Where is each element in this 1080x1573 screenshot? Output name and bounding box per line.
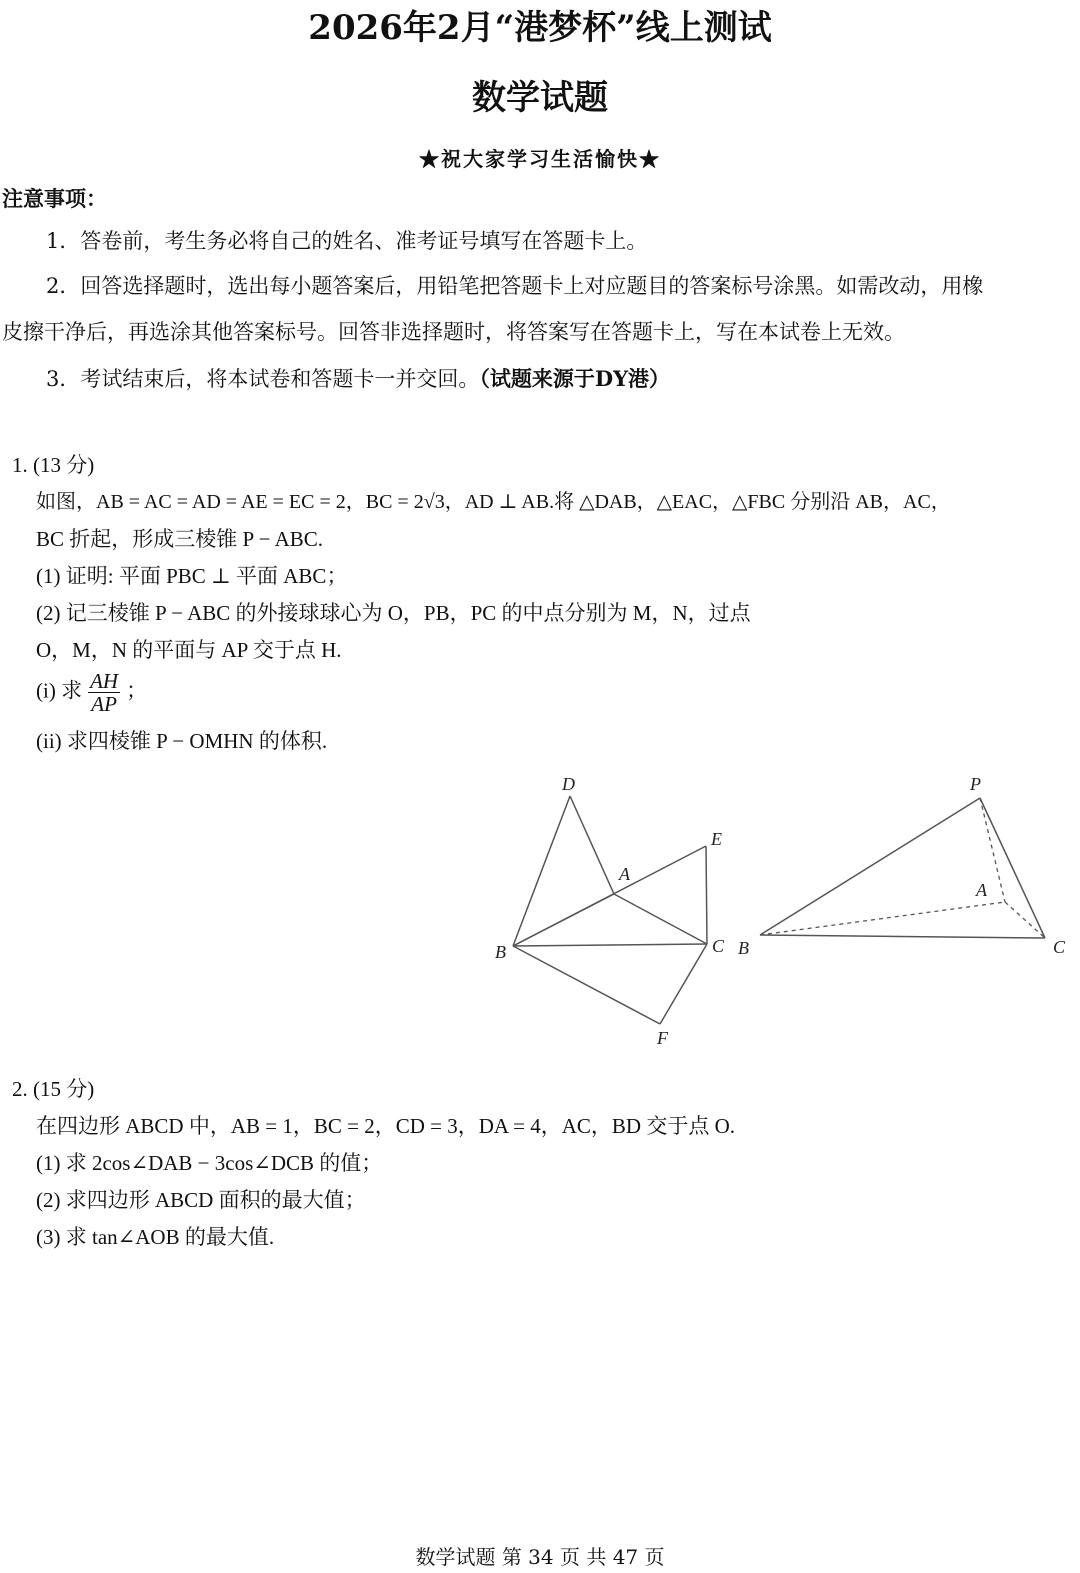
note-item-3 [46,364,670,394]
question-1-stem-line-2: BC 折起，形成三棱锥 P − ABC. [36,527,324,551]
label-e: E [711,829,722,849]
question-2-part-1: (1) 求 2cos∠DAB − 3cos∠DCB 的值； [36,1151,383,1175]
fraction-numerator: AH [90,669,119,693]
question-1-part-i [36,670,147,715]
source-note: （试题来源于DY港） [479,366,671,391]
question-1-part-ii: (ii) 求四棱锥 P − OMHN 的体积. [36,729,328,753]
segment-be [513,846,706,946]
page-footer: 数学试题 第 34 页 共 47 页 [415,1545,665,1569]
note-item-3-text: 3．考试结束后，将本试卷和答题卡一并交回。 [46,367,480,391]
question-1-part-1: (1) 证明: 平面 PBC ⊥ 平面 ABC； [36,564,348,588]
segment-bf [513,946,660,1024]
part-i-prefix: (i) 求 [36,678,83,703]
question-2-stem: 在四边形 ABCD 中，AB = 1，BC = 2，CD = 3，DA = 4，AC，BD 交于点 O. [36,1114,736,1138]
label-f: F [657,1028,668,1048]
motto: ★祝大家学习生活愉快★ [419,147,661,171]
edge-ba-hidden [760,902,1005,935]
question-1-part-2-line-2: O，M，N 的平面与 AP 交于点 H. [36,638,342,662]
segment-cf [660,944,707,1024]
edge-pc [980,798,1045,938]
part-i-suffix: ； [126,678,148,703]
notes-heading: 注意事项： [2,186,107,211]
edge-pb [760,798,980,935]
segment-db [513,796,570,946]
label-p: P [970,774,981,794]
label-d: D [562,774,575,794]
segment-ec [706,846,707,944]
exam-title: 2026年2月“港梦杯”线上测试 [308,8,772,48]
note-item-1: 1．答卷前，考生务必将自己的姓名、准考证号填写在答题卡上。 [46,229,648,253]
question-1-part-2-line-1: (2) 记三棱锥 P − ABC 的外接球球心为 O，PB，PC 的中点分别为 M，N，过点 [36,601,751,625]
question-2-part-3: (3) 求 tan∠AOB 的最大值. [36,1225,275,1249]
note-item-2-line-2: 皮擦干净后，再选涂其他答案标号。回答非选择题时，将答案写在答题卡上，写在本试卷上无效。 [2,320,905,344]
label-b-right: B [738,938,749,958]
question-1-header: 1. (13 分) [12,453,95,477]
segment-bc [513,944,707,946]
label-b: B [495,942,506,962]
label-a-right: A [976,880,987,900]
label-c: C [712,936,725,956]
edge-bc [760,935,1045,938]
label-a: A [619,864,630,884]
fraction-ah-over-ap [88,670,120,715]
note-item-2-line-1: 2．回答选择题时，选出每小题答案后，用铅笔把答题卡上对应题目的答案标号涂黑。如需改动，用橡 [46,274,984,298]
question-2-part-2: (2) 求四边形 ABCD 面积的最大值； [36,1188,366,1212]
fraction-denominator: AP [91,692,117,716]
segment-da [570,796,614,894]
question-2-header: 2. (15 分) [12,1077,95,1101]
label-c-right: C [1053,937,1066,957]
exam-subtitle: 数学试题 [472,78,608,118]
segment-ac [614,894,707,944]
edge-ac-hidden [1005,902,1045,938]
figure-tetrahedron [735,768,1080,968]
figure-net [480,768,750,1058]
question-1-stem-line-1: 如图，AB = AC = AD = AE = EC = 2，BC = 2√3，AD ⊥ AB.将 △DAB，△EAC，△FBC 分别沿 AB，AC， [36,491,951,513]
